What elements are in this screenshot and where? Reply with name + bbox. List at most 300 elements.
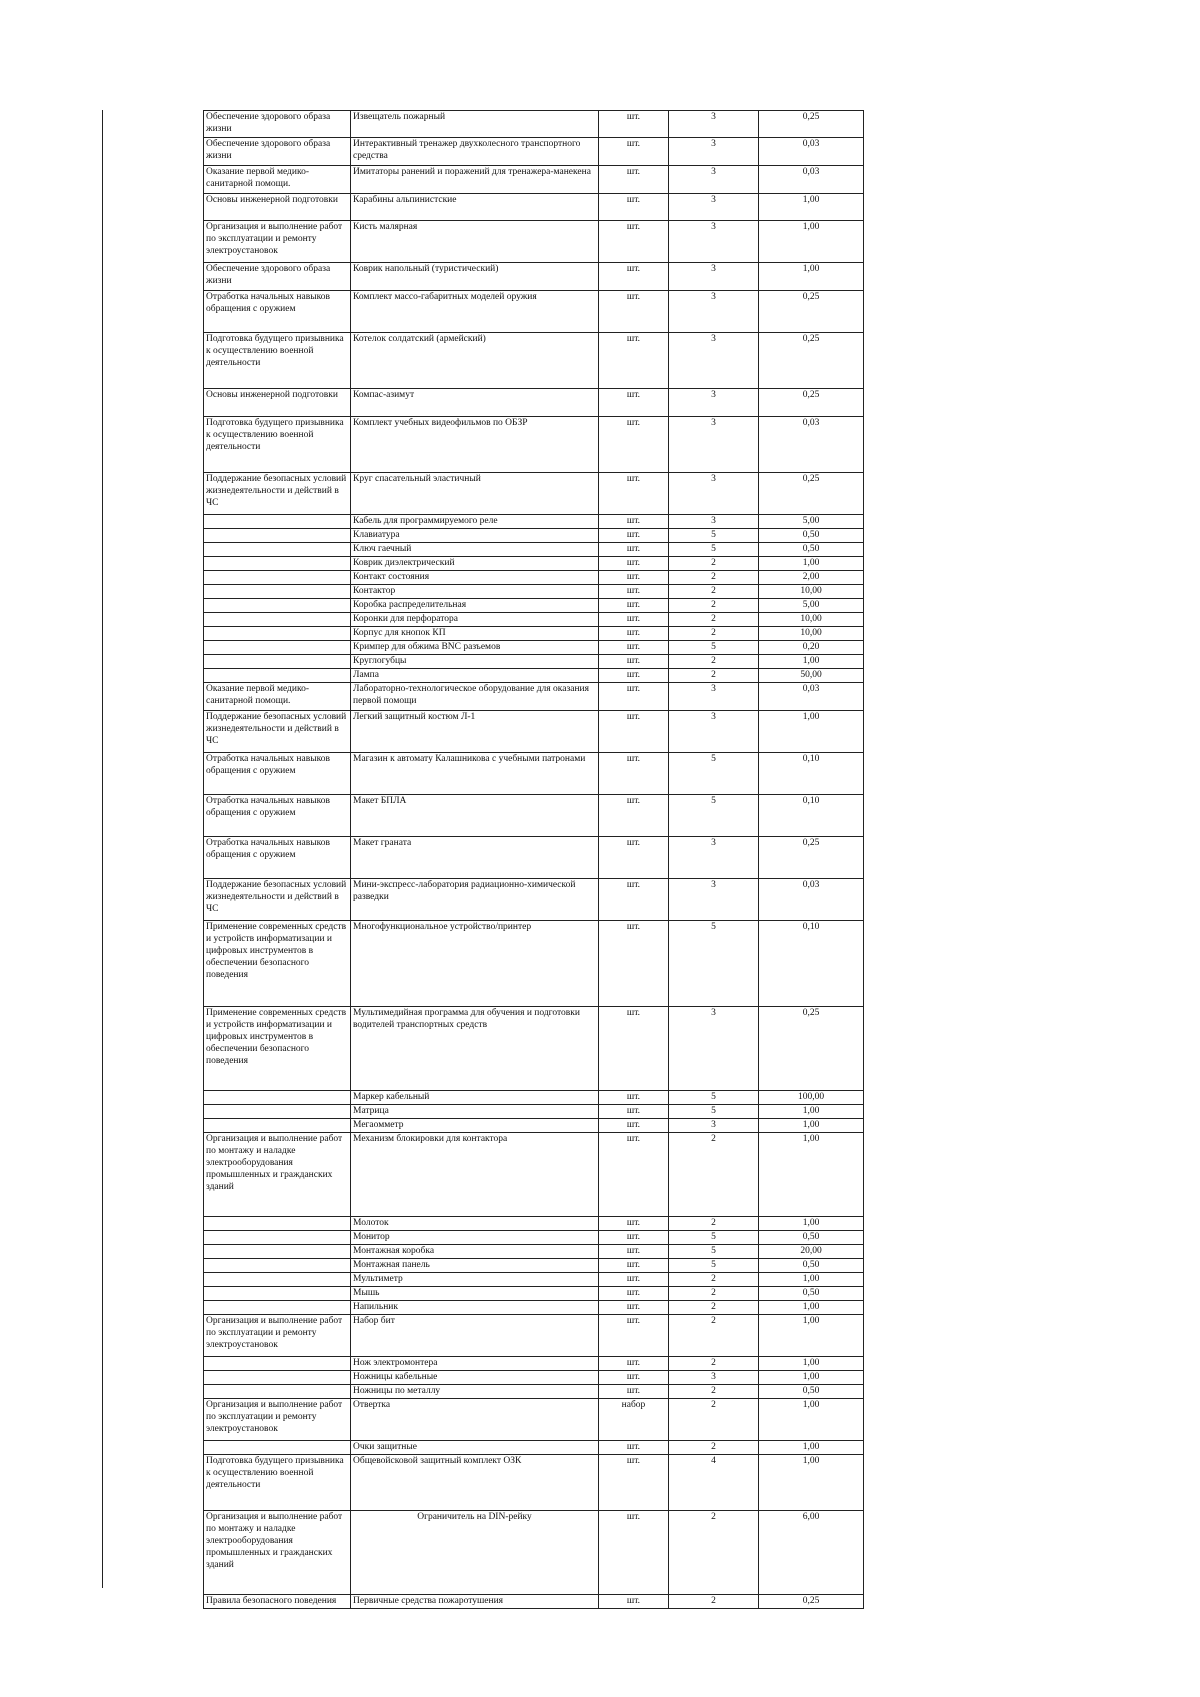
section-cell: Применение современных средств и устройств информатизации и цифровых инструментов в обеспечении безопасного поведения	[204, 921, 351, 1007]
unit-cell: шт.	[599, 1119, 669, 1133]
quantity-cell: 3	[669, 333, 759, 389]
section-cell: Подготовка будущего призывника к осуществлению военной деятельности	[204, 333, 351, 389]
unit-cell: шт.	[599, 221, 669, 263]
section-cell	[204, 1105, 351, 1119]
item-name-cell: Монтажная панель	[351, 1259, 599, 1273]
value-cell: 0,50	[759, 1231, 864, 1245]
equipment-table	[203, 110, 864, 1609]
quantity-cell: 2	[669, 1273, 759, 1287]
value-cell: 5,00	[759, 515, 864, 529]
section-cell	[204, 585, 351, 599]
quantity-cell: 2	[669, 1217, 759, 1231]
section-cell: Организация и выполнение работ по эксплуатации и ремонту электроустановок	[204, 1399, 351, 1441]
quantity-cell: 3	[669, 1371, 759, 1385]
item-name-cell: Легкий защитный костюм Л-1	[351, 711, 599, 753]
table-row	[204, 879, 864, 921]
quantity-cell: 5	[669, 795, 759, 837]
table-row	[204, 291, 864, 333]
item-name-cell: Мышь	[351, 1287, 599, 1301]
quantity-cell: 5	[669, 921, 759, 1007]
quantity-cell: 3	[669, 473, 759, 515]
quantity-cell: 5	[669, 1259, 759, 1273]
table-row	[204, 669, 864, 683]
section-cell	[204, 529, 351, 543]
table-row	[204, 641, 864, 655]
table-row	[204, 543, 864, 557]
value-cell: 1,00	[759, 1399, 864, 1441]
table-row	[204, 1511, 864, 1595]
unit-cell: шт.	[599, 1259, 669, 1273]
unit-cell: шт.	[599, 557, 669, 571]
unit-cell: шт.	[599, 529, 669, 543]
value-cell: 1,00	[759, 221, 864, 263]
value-cell: 0,10	[759, 795, 864, 837]
item-name-cell: Карабины альпинистские	[351, 194, 599, 221]
section-cell	[204, 1287, 351, 1301]
quantity-cell: 3	[669, 417, 759, 473]
table-row	[204, 627, 864, 641]
table-row	[204, 711, 864, 753]
unit-cell: шт.	[599, 655, 669, 669]
quantity-cell: 3	[669, 111, 759, 138]
table-row	[204, 1455, 864, 1511]
table-row	[204, 1091, 864, 1105]
section-cell	[204, 641, 351, 655]
quantity-cell: 4	[669, 1455, 759, 1511]
unit-cell: шт.	[599, 111, 669, 138]
unit-cell: шт.	[599, 613, 669, 627]
section-cell	[204, 669, 351, 683]
unit-cell: шт.	[599, 1287, 669, 1301]
value-cell: 0,03	[759, 879, 864, 921]
table-row	[204, 1007, 864, 1091]
unit-cell: шт.	[599, 1091, 669, 1105]
quantity-cell: 2	[669, 669, 759, 683]
table-row	[204, 166, 864, 194]
section-cell	[204, 543, 351, 557]
value-cell: 1,00	[759, 1105, 864, 1119]
item-name-cell: Котелок солдатский (армейский)	[351, 333, 599, 389]
unit-cell: шт.	[599, 599, 669, 613]
section-cell	[204, 557, 351, 571]
table-row	[204, 473, 864, 515]
item-name-cell: Отвертка	[351, 1399, 599, 1441]
table-row	[204, 1385, 864, 1399]
unit-cell: шт.	[599, 921, 669, 1007]
item-name-cell: Коробка распределительная	[351, 599, 599, 613]
item-name-cell: Контактор	[351, 585, 599, 599]
table-row	[204, 1595, 864, 1609]
value-cell: 0,50	[759, 1385, 864, 1399]
quantity-cell: 2	[669, 557, 759, 571]
item-name-cell: Круглогубцы	[351, 655, 599, 669]
table-row	[204, 515, 864, 529]
item-name-cell: Ограничитель на DIN-рейку	[351, 1511, 599, 1595]
item-name-cell: Корпус для кнопок КП	[351, 627, 599, 641]
unit-cell: шт.	[599, 585, 669, 599]
unit-cell: шт.	[599, 1511, 669, 1595]
item-name-cell: Механизм блокировки для контактора	[351, 1133, 599, 1217]
item-name-cell: Контакт состояния	[351, 571, 599, 585]
item-name-cell: Интерактивный тренажер двухколесного транспортного средства	[351, 138, 599, 166]
value-cell: 1,00	[759, 655, 864, 669]
quantity-cell: 3	[669, 711, 759, 753]
value-cell: 1,00	[759, 194, 864, 221]
value-cell: 100,00	[759, 1091, 864, 1105]
quantity-cell: 5	[669, 641, 759, 655]
unit-cell: шт.	[599, 711, 669, 753]
value-cell: 1,00	[759, 1371, 864, 1385]
section-cell: Правила безопасного поведения	[204, 1595, 351, 1609]
table-row	[204, 837, 864, 879]
unit-cell: шт.	[599, 194, 669, 221]
quantity-cell: 2	[669, 585, 759, 599]
unit-cell: шт.	[599, 1455, 669, 1511]
unit-cell: шт.	[599, 291, 669, 333]
item-name-cell: Круг спасательный эластичный	[351, 473, 599, 515]
table-row	[204, 1133, 864, 1217]
unit-cell: шт.	[599, 1441, 669, 1455]
section-cell: Обеспечение здорового образа жизни	[204, 111, 351, 138]
quantity-cell: 3	[669, 515, 759, 529]
unit-cell: шт.	[599, 683, 669, 711]
item-name-cell: Кабель для программируемого реле	[351, 515, 599, 529]
quantity-cell: 3	[669, 221, 759, 263]
section-cell: Организация и выполнение работ по эксплуатации и ремонту электроустановок	[204, 1315, 351, 1357]
section-cell	[204, 1357, 351, 1371]
table-row	[204, 529, 864, 543]
item-name-cell: Монтажная коробка	[351, 1245, 599, 1259]
value-cell: 5,00	[759, 599, 864, 613]
section-cell	[204, 1441, 351, 1455]
table-row	[204, 194, 864, 221]
table-row	[204, 111, 864, 138]
unit-cell: шт.	[599, 333, 669, 389]
quantity-cell: 2	[669, 1315, 759, 1357]
quantity-cell: 5	[669, 1105, 759, 1119]
section-cell	[204, 1371, 351, 1385]
unit-cell: шт.	[599, 571, 669, 585]
value-cell: 0,03	[759, 166, 864, 194]
section-cell	[204, 1259, 351, 1273]
unit-cell: шт.	[599, 1133, 669, 1217]
section-cell	[204, 1245, 351, 1259]
section-cell	[204, 599, 351, 613]
quantity-cell: 3	[669, 138, 759, 166]
section-cell: Применение современных средств и устройств информатизации и цифровых инструментов в обеспечении безопасного поведения	[204, 1007, 351, 1091]
item-name-cell: Мегаомметр	[351, 1119, 599, 1133]
section-cell	[204, 1301, 351, 1315]
table-row	[204, 613, 864, 627]
quantity-cell: 2	[669, 1385, 759, 1399]
quantity-cell: 3	[669, 837, 759, 879]
section-cell: Подготовка будущего призывника к осуществлению военной деятельности	[204, 417, 351, 473]
value-cell: 0,50	[759, 529, 864, 543]
item-name-cell: Кримпер для обжима BNC разъемов	[351, 641, 599, 655]
section-cell: Обеспечение здорового образа жизни	[204, 138, 351, 166]
value-cell: 0,25	[759, 473, 864, 515]
item-name-cell: Магазин к автомату Калашникова с учебными патронами	[351, 753, 599, 795]
table-row	[204, 263, 864, 291]
section-cell: Поддержание безопасных условий жизнедеятельности и действий в ЧС	[204, 473, 351, 515]
section-cell	[204, 1119, 351, 1133]
table-row	[204, 557, 864, 571]
table-row	[204, 1105, 864, 1119]
item-name-cell: Компас-азимут	[351, 389, 599, 417]
unit-cell: шт.	[599, 753, 669, 795]
table-row	[204, 1245, 864, 1259]
section-cell: Поддержание безопасных условий жизнедеятельности и действий в ЧС	[204, 711, 351, 753]
table-row	[204, 599, 864, 613]
unit-cell: шт.	[599, 1385, 669, 1399]
quantity-cell: 2	[669, 1287, 759, 1301]
unit-cell: шт.	[599, 1357, 669, 1371]
item-name-cell: Лабораторно-технологическое оборудование для оказания первой помощи	[351, 683, 599, 711]
unit-cell: шт.	[599, 1315, 669, 1357]
section-cell	[204, 627, 351, 641]
quantity-cell: 2	[669, 1357, 759, 1371]
quantity-cell: 3	[669, 166, 759, 194]
value-cell: 0,25	[759, 1595, 864, 1609]
quantity-cell: 3	[669, 389, 759, 417]
item-name-cell: Лампа	[351, 669, 599, 683]
unit-cell: шт.	[599, 543, 669, 557]
value-cell: 1,00	[759, 1455, 864, 1511]
value-cell: 0,03	[759, 138, 864, 166]
section-cell	[204, 1385, 351, 1399]
value-cell: 1,00	[759, 1357, 864, 1371]
quantity-cell: 2	[669, 1595, 759, 1609]
section-cell: Отработка начальных навыков обращения с оружием	[204, 795, 351, 837]
value-cell: 10,00	[759, 627, 864, 641]
item-name-cell: Мультимедийная программа для обучения и подготовки водителей транспортных средств	[351, 1007, 599, 1091]
quantity-cell: 2	[669, 1511, 759, 1595]
item-name-cell: Коврик напольный (туристический)	[351, 263, 599, 291]
item-name-cell: Макет БПЛА	[351, 795, 599, 837]
table-row	[204, 1287, 864, 1301]
table-row	[204, 1399, 864, 1441]
table-row	[204, 795, 864, 837]
item-name-cell: Ножницы по металлу	[351, 1385, 599, 1399]
value-cell: 0,50	[759, 1259, 864, 1273]
quantity-cell: 5	[669, 753, 759, 795]
quantity-cell: 3	[669, 683, 759, 711]
unit-cell: шт.	[599, 417, 669, 473]
quantity-cell: 3	[669, 291, 759, 333]
table-row	[204, 1315, 864, 1357]
value-cell: 1,00	[759, 263, 864, 291]
table-row	[204, 683, 864, 711]
value-cell: 0,50	[759, 1287, 864, 1301]
table-row	[204, 1259, 864, 1273]
value-cell: 1,00	[759, 711, 864, 753]
table-row	[204, 1301, 864, 1315]
item-name-cell: Ножницы кабельные	[351, 1371, 599, 1385]
quantity-cell: 2	[669, 1399, 759, 1441]
quantity-cell: 2	[669, 655, 759, 669]
item-name-cell: Молоток	[351, 1217, 599, 1231]
value-cell: 0,25	[759, 837, 864, 879]
section-cell	[204, 1273, 351, 1287]
quantity-cell: 2	[669, 1441, 759, 1455]
item-name-cell: Напильник	[351, 1301, 599, 1315]
section-cell: Отработка начальных навыков обращения с оружием	[204, 291, 351, 333]
section-cell	[204, 571, 351, 585]
value-cell: 0,25	[759, 111, 864, 138]
item-name-cell: Комплект массо-габаритных моделей оружия	[351, 291, 599, 333]
value-cell: 0,10	[759, 753, 864, 795]
table-row	[204, 1231, 864, 1245]
unit-cell: шт.	[599, 795, 669, 837]
section-cell: Обеспечение здорового образа жизни	[204, 263, 351, 291]
quantity-cell: 3	[669, 263, 759, 291]
table-row	[204, 389, 864, 417]
table-row	[204, 585, 864, 599]
item-name-cell: Монитор	[351, 1231, 599, 1245]
value-cell: 0,20	[759, 641, 864, 655]
value-cell: 0,25	[759, 291, 864, 333]
item-name-cell: Многофункциональное устройство/принтер	[351, 921, 599, 1007]
section-cell: Отработка начальных навыков обращения с оружием	[204, 837, 351, 879]
item-name-cell: Имитаторы ранений и поражений для тренажера-манекена	[351, 166, 599, 194]
quantity-cell: 2	[669, 613, 759, 627]
item-name-cell: Ключ гаечный	[351, 543, 599, 557]
quantity-cell: 2	[669, 627, 759, 641]
value-cell: 2,00	[759, 571, 864, 585]
quantity-cell: 2	[669, 571, 759, 585]
section-cell: Организация и выполнение работ по монтажу и наладке электрооборудования промышленных и гражданских зданий	[204, 1133, 351, 1217]
item-name-cell: Очки защитные	[351, 1441, 599, 1455]
item-name-cell: Макет граната	[351, 837, 599, 879]
section-cell	[204, 613, 351, 627]
unit-cell: шт.	[599, 1301, 669, 1315]
unit-cell: шт.	[599, 1273, 669, 1287]
value-cell: 0,03	[759, 417, 864, 473]
table-row	[204, 1273, 864, 1287]
item-name-cell: Мини-экспресс-лаборатория радиационно-химической разведки	[351, 879, 599, 921]
table-row	[204, 571, 864, 585]
section-cell: Организация и выполнение работ по эксплуатации и ремонту электроустановок	[204, 221, 351, 263]
table-row	[204, 655, 864, 669]
unit-cell: шт.	[599, 879, 669, 921]
section-cell: Поддержание безопасных условий жизнедеятельности и действий в ЧС	[204, 879, 351, 921]
value-cell: 1,00	[759, 1273, 864, 1287]
item-name-cell: Мультиметр	[351, 1273, 599, 1287]
value-cell: 0,25	[759, 389, 864, 417]
value-cell: 1,00	[759, 1133, 864, 1217]
table-row	[204, 1441, 864, 1455]
page-margin-line	[102, 110, 103, 1588]
quantity-cell: 2	[669, 1301, 759, 1315]
table-row	[204, 753, 864, 795]
quantity-cell: 3	[669, 194, 759, 221]
quantity-cell: 5	[669, 1091, 759, 1105]
unit-cell: шт.	[599, 1217, 669, 1231]
value-cell: 20,00	[759, 1245, 864, 1259]
item-name-cell: Набор бит	[351, 1315, 599, 1357]
section-cell: Основы инженерной подготовки	[204, 389, 351, 417]
quantity-cell: 2	[669, 599, 759, 613]
table-row	[204, 1357, 864, 1371]
value-cell: 1,00	[759, 1119, 864, 1133]
table-row	[204, 221, 864, 263]
section-cell: Оказание первой медико-санитарной помощи.	[204, 166, 351, 194]
unit-cell: набор	[599, 1399, 669, 1441]
unit-cell: шт.	[599, 515, 669, 529]
item-name-cell: Клавиатура	[351, 529, 599, 543]
section-cell: Отработка начальных навыков обращения с оружием	[204, 753, 351, 795]
table-row	[204, 921, 864, 1007]
value-cell: 1,00	[759, 557, 864, 571]
unit-cell: шт.	[599, 166, 669, 194]
section-cell: Подготовка будущего призывника к осуществлению военной деятельности	[204, 1455, 351, 1511]
item-name-cell: Матрица	[351, 1105, 599, 1119]
section-cell	[204, 515, 351, 529]
table-row	[204, 333, 864, 389]
section-cell: Оказание первой медико-санитарной помощи.	[204, 683, 351, 711]
quantity-cell: 5	[669, 1245, 759, 1259]
unit-cell: шт.	[599, 1007, 669, 1091]
value-cell: 1,00	[759, 1301, 864, 1315]
value-cell: 1,00	[759, 1217, 864, 1231]
value-cell: 6,00	[759, 1511, 864, 1595]
section-cell	[204, 1217, 351, 1231]
unit-cell: шт.	[599, 641, 669, 655]
value-cell: 1,00	[759, 1441, 864, 1455]
quantity-cell: 5	[669, 1231, 759, 1245]
unit-cell: шт.	[599, 627, 669, 641]
unit-cell: шт.	[599, 669, 669, 683]
unit-cell: шт.	[599, 263, 669, 291]
quantity-cell: 5	[669, 543, 759, 557]
item-name-cell: Общевойсковой защитный комплект ОЗК	[351, 1455, 599, 1511]
section-cell: Организация и выполнение работ по монтажу и наладке электрооборудования промышленных и гражданских зданий	[204, 1511, 351, 1595]
unit-cell: шт.	[599, 1231, 669, 1245]
quantity-cell: 2	[669, 1133, 759, 1217]
item-name-cell: Коврик диэлектрический	[351, 557, 599, 571]
unit-cell: шт.	[599, 138, 669, 166]
unit-cell: шт.	[599, 1245, 669, 1259]
value-cell: 10,00	[759, 613, 864, 627]
value-cell: 10,00	[759, 585, 864, 599]
section-cell: Основы инженерной подготовки	[204, 194, 351, 221]
table-row	[204, 1119, 864, 1133]
item-name-cell: Кисть малярная	[351, 221, 599, 263]
value-cell: 50,00	[759, 669, 864, 683]
value-cell: 0,03	[759, 683, 864, 711]
quantity-cell: 5	[669, 529, 759, 543]
unit-cell: шт.	[599, 1371, 669, 1385]
value-cell: 1,00	[759, 1315, 864, 1357]
table-row	[204, 138, 864, 166]
item-name-cell: Комплект учебных видеофильмов по ОБЗР	[351, 417, 599, 473]
value-cell: 0,25	[759, 1007, 864, 1091]
table-row	[204, 1371, 864, 1385]
table-row	[204, 1217, 864, 1231]
quantity-cell: 3	[669, 879, 759, 921]
item-name-cell: Нож электромонтера	[351, 1357, 599, 1371]
value-cell: 0,10	[759, 921, 864, 1007]
item-name-cell: Маркер кабельный	[351, 1091, 599, 1105]
unit-cell: шт.	[599, 837, 669, 879]
quantity-cell: 3	[669, 1119, 759, 1133]
section-cell	[204, 1231, 351, 1245]
value-cell: 0,50	[759, 543, 864, 557]
unit-cell: шт.	[599, 473, 669, 515]
unit-cell: шт.	[599, 389, 669, 417]
unit-cell: шт.	[599, 1595, 669, 1609]
item-name-cell: Первичные средства пожаротушения	[351, 1595, 599, 1609]
